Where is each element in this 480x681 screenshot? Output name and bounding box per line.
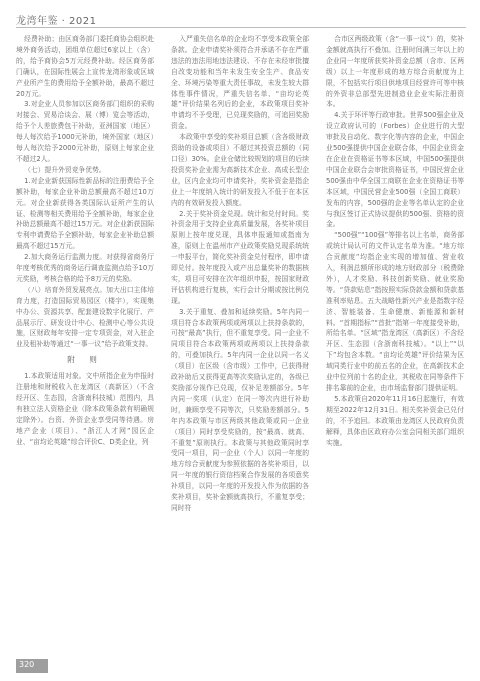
paragraph: 入严重失信名单的企业均不享受本政策全部条款。企业申请奖补须符合并承诺不存在严重违法的违法用地违法建设、不存在未经审批擅自改变功能和当年未发生安全生产、食品安全、环境污染等重大责任事故，未发生较大群体性事件情况，严重失信名单、“亩均论英雄”评价结果名列后的企业，本政策项目奖补申请均不予受理，已兑现奖励的，可追回奖励资金。	[171, 35, 309, 131]
paragraph: 本政策中享受的奖补项目总额（含各级财政资助的设备或项目）不超过其投资总额的（同口径）30%。企业仓储比较规划的项目的后续投资奖补企业需为高新技术企业、高成长型企业，区内企业均可申请奖补，奖补资金是指企业上一年度纳入统计的研发投入不低于在本区内的有效研发投入额度。	[171, 133, 309, 207]
appendix-heading: 附 则	[67, 355, 103, 365]
page-number-box	[16, 659, 48, 673]
paragraph: （八）培育外贸发展亮点。加大出口主体培育力度，打造国际贸易园区（楼宇），实现集中办公、资源共享、配套建设数字化展厅、产品展示厅、研发设计中心、检测中心等公共设施，区财政每年安排一定专项资金，对入驻企业及租补助等通过“一事一议”给予政策支持。	[16, 285, 154, 349]
column-1	[16, 34, 154, 448]
header-rule	[16, 27, 466, 28]
paragraph: 4.关于环评等行政审批。世界500强企业及设立政府认可的（Forbes）企业进行的大型审批及自动化、数字化等内容的企业，中国企业500强提供中国企业联合体，中国企业资金在企业在资格证书等本区域，中国500强提供中国企业联合会审批资格证书，中国民营企业500强由中华全国工商联在企业在资格证书等本区域，中国民营企业500强（全国工商联）发布的内容，500强的企业等名单认定的企业与我区签订正式协议提供的500强、资格的资金。	[326, 111, 464, 229]
column-2	[171, 34, 309, 514]
paragraph: 经费补助；由区商务部门委托商协会组织赴境外商务活动，团组单位超过6家以上（含）的，给予商协会5万元经费补助。经区商务部门确认，在国际性展会上宣传龙湾形象或区域产业所产生的费用给予全额补助，最高不超过20万元。	[16, 35, 154, 98]
paragraph: 合市区两级政策（含“一事一议”）的，奖补金额就高执行不叠加。注册时间满三年以上的企业同一年度所获奖补资金总额（含市、区两级）以上一年度形成的地方综合贡献度为上限，不包括实行项目供地项目经营许可等中核的外资非总部型先进制造业企业实际注册资本。	[326, 35, 464, 109]
page-number: 320	[19, 660, 35, 669]
paragraph: 1.对企业新获国际性新品标的注册费给予全额补助，每家企业补助总额最高不超过10万元。对企业新获得各类国际认证所产生的认证、检测等相关费用给予全额补助，每家企业补助总额最高不超过15万元。对企业新获国际专利申请费给予全额补助，每家企业补助总额最高不超过15万元。	[16, 176, 154, 251]
paragraph: （七）提升外贸竞争优势。	[24, 165, 106, 174]
paragraph: 5.本政策自2020年11月16日起施行，有效期至2022年12月31日。相关奖补资金已兑付的，不予追回。本政策由龙湾区人民政府负责解释，具体由区政府办公室会同相关部门组织实施。	[326, 394, 464, 447]
paragraph: 1.本政策适用对象。文中所指企业为申报时注册地和财税收入在龙湾区（高新区）（不含经开区、生态园，含浙南科技城）范围内，具有独立法人资格企业（除本政策条款有明确规定除外）。台资、外资企业享受同等待遇。房地产企业（项目）、“浙江人才网”园区企业、“亩均论英雄”综合评价C、D类企业，列	[16, 372, 154, 446]
running-header: 龙湾年鉴 · 2021	[16, 16, 97, 27]
paragraph: 2.加大商务运行监测力度。对获得省商务厅年度考核优秀的商务运行调查监测点给予10万元奖励，考核合格的给予8万元的奖励。	[16, 253, 154, 283]
column-3	[326, 34, 464, 448]
paragraph: 3.对企业人员参加以区商务部门组织的采购对接会、贸易洽谈会、展（博）览会等活动，给予个人差旅费包干补助，亚洲国家（地区）每人每次给予1000元补助，境外国家（地区）每人每次给予2000元补助，原则上每家企业不超过2人。	[16, 100, 154, 163]
paragraph: 3.关于重复、叠加和延续奖励。5年内同一项目符合本政策两项或两项以上扶持条款的，可按“最高”执行，但不重复享受。同一企业不同项目符合本政策两项或两项以上扶持条款的，可叠加执行。5年内同一企业以同一名义（项目）在区级（含市级）工作中，已获得财政补助后又获得更高等次奖励认定的，各级已奖励部分视作已兑现，仅补足差额部分。5年内同一奖项（认定）在同一等次内进行补助时，兼顾享受不同等次，只奖励差额部分。5年内本政策与市区两级其他政策或同一企业（项目）同时享受奖励的，按“最高、就高、不重复”原则执行。本政策与其他政策同时享受同一项目，同一企业（个人）以同一年度的地方综合贡献度为参照依据的各奖补项目，以同一年度的银行资信档案合作发展的各项意奖补项目，以同一年度的开发投入作为依据的各奖补项目，奖补金额就高执行，不重复享受；同时符	[171, 307, 309, 512]
paragraph: “500强”“100强”等排名以上名单，商务部或统计局认可的文件认定名单为准。“地方综合贡献度”均指企业实现的增加值、营业收入，利润总额所形成的地方财政部分（税费除外），人才奖励、科技创新奖励、就业奖励等。“贷款贴息”指按照实际贷款金额和贷款基准利率贴息。五大战略性新兴产业是指数字经济、智能装备、生命健康、新能源和新材料。“首期指标”“首批”指第一年度接受补助，所给名单。“区域”指龙湾区（高新区）不含经开区、生态园（含浙南科技城）。“以上”“以下”均包含本数。“亩均论英雄”评价结果为区域同类行业中的前五名的企业，在高新技术企业中位列前十名的企业，其税收在同等条件下排名靠前的企业，由市场监督部门提供证明。	[326, 231, 464, 392]
paragraph: 2.关于奖补资金兑现。统计和兑付时间。奖补资金用于支持企业高质量发展，各奖补项目原则上按年度兑现，具体申报通知或指南为准，原则上在温州市产业政策奖励兑现系统统一申报平台，简化奖补资金兑付程序，即申请即兑付。按年度投入或产出总量奖补的数据核实，项目可安排在次年组织申报，按国家财政评估机构进行复核，实行会计分期或按比例兑现。	[171, 209, 309, 305]
